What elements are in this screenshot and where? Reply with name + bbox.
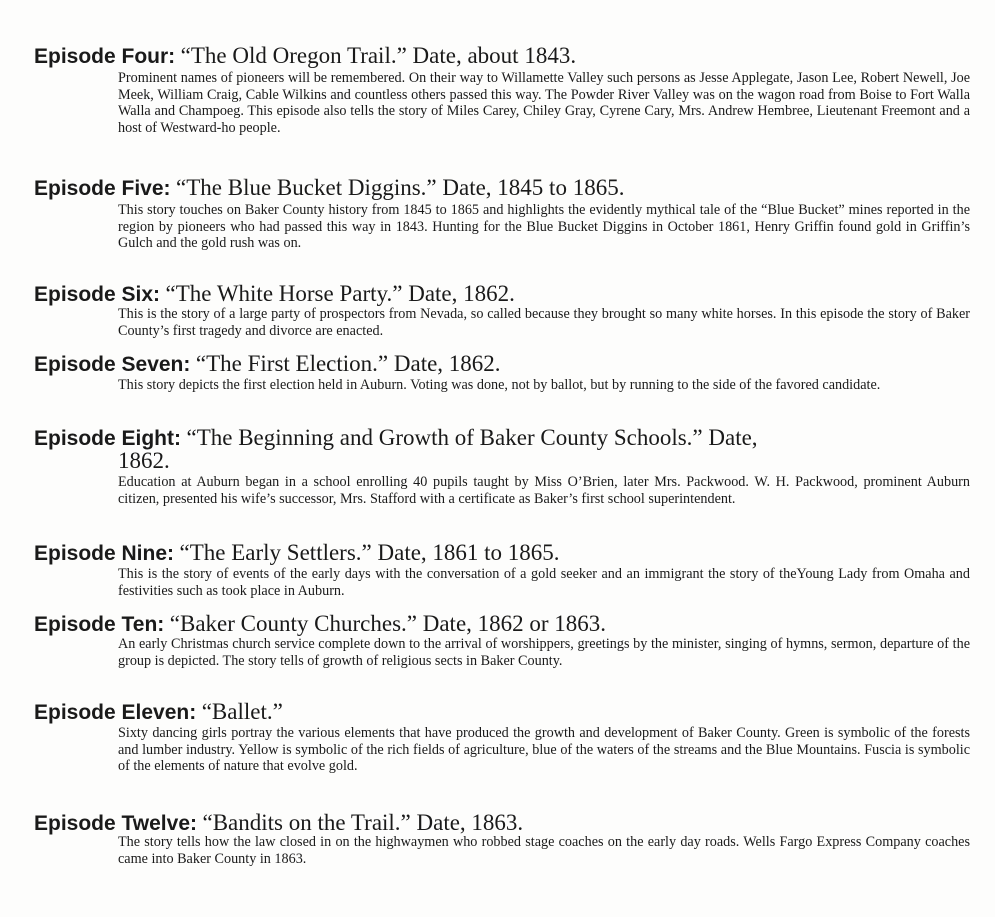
episode-description: Prominent names of pioneers will be remembered. On their way to Willamette Valley such persons as Jesse Applegate, Jason Lee, Robert Newell, Joe Meek, William Craig, Cable Wilkins and countless others passed this way. The Powder River Valley was on the wagon road from Boise to Fort Walla Walla and Champoeg. This episode also tells the story of Miles Carey, Chiley Gray, Cyrene Cary, Mrs. Andrew Hembree, Lieutenant Freemont and a host of Westward-ho people. (118, 70, 970, 136)
episode-label: Episode Seven: (34, 353, 191, 376)
episode-label: Episode Six: (34, 283, 161, 306)
episode-title: “The White Horse Party.” Date, 1862. (165, 281, 515, 306)
episode-label: Episode Four: (34, 45, 176, 68)
episode-label: Episode Nine: (34, 542, 175, 565)
episode-heading (34, 176, 624, 201)
episode-description: The story tells how the law closed in on the highwaymen who robbed stage coaches on the early day roads. Wells Fargo Express Company coaches came into Baker County in 1863. (118, 834, 970, 867)
episode-label: Episode Five: (34, 177, 171, 200)
episode-heading (34, 541, 560, 566)
episode-description: This story depicts the first election held in Auburn. Voting was done, not by ballot, but by running to the side of the favored candidate. (118, 377, 881, 393)
episode-title-continued: 1862. (118, 448, 170, 473)
episode-label: Episode Eight: (34, 427, 181, 450)
episode-label: Episode Eleven: (34, 701, 197, 724)
episode-title: “The Old Oregon Trail.” Date, about 1843. (180, 43, 577, 68)
episode-heading (34, 700, 283, 725)
episode-heading (34, 44, 576, 69)
episode-heading (34, 352, 501, 377)
episode-label: Episode Ten: (34, 613, 165, 636)
episode-description: This story touches on Baker County history from 1845 to 1865 and highlights the evidently mythical tale of the “Blue Bucket” mines reported in the region by pioneers who had passed this way in 1843. Hunting for the Blue Bucket Diggins in October 1861, Henry Griffin found gold in Griffin’s Gulch and the gold rush was on. (118, 202, 970, 252)
episode-label: Episode Twelve: (34, 812, 197, 835)
episode-description: Sixty dancing girls portray the various elements that have produced the growth and development of Baker County. Green is symbolic of the forests and lumber industry. Yellow is symbolic of the rich fields of agriculture, blue of the waters of the streams and the Blue Mountains. Fuscia is symbolic of the elements of nature that evolve gold. (118, 725, 970, 775)
episode-title: “The Blue Bucket Diggins.” Date, 1845 to 1865. (176, 175, 625, 200)
episode-description: This is the story of events of the early days with the conversation of a gold seeker and an immigrant the story of theYoung Lady from Omaha and festivities such as took place in Auburn. (118, 566, 970, 599)
episode-heading (34, 811, 523, 836)
episode-description: An early Christmas church service complete down to the arrival of worshippers, greetings by the minister, singing of hymns, sermon, departure of the group is depicted. The story tells of growth of religious sects in Baker County. (118, 636, 970, 669)
episode-title: “Bandits on the Trail.” Date, 1863. (202, 810, 524, 835)
episode-description: Education at Auburn began in a school enrolling 40 pupils taught by Miss O’Brien, later Mrs. Packwood. W. H. Packwood, prominent Auburn citizen, presented his wife’s successor, Mrs. Stafford with a certificate as Baker’s first school superintendent. (118, 474, 970, 507)
episode-title: “Baker County Churches.” Date, 1862 or 1863. (169, 611, 607, 636)
episode-title: “Ballet.” (201, 699, 283, 724)
episode-title: “The Beginning and Growth of Baker County Schools.” Date, (186, 425, 758, 450)
episode-heading (34, 612, 606, 637)
episode-description: This is the story of a large party of prospectors from Nevada, so called because they brought so many white horses. In this episode the story of Baker County’s first tragedy and divorce are enacted. (118, 306, 970, 339)
episode-title: “The First Election.” Date, 1862. (195, 351, 501, 376)
episode-heading (34, 282, 515, 307)
episode-title: “The Early Settlers.” Date, 1861 to 1865. (179, 540, 560, 565)
